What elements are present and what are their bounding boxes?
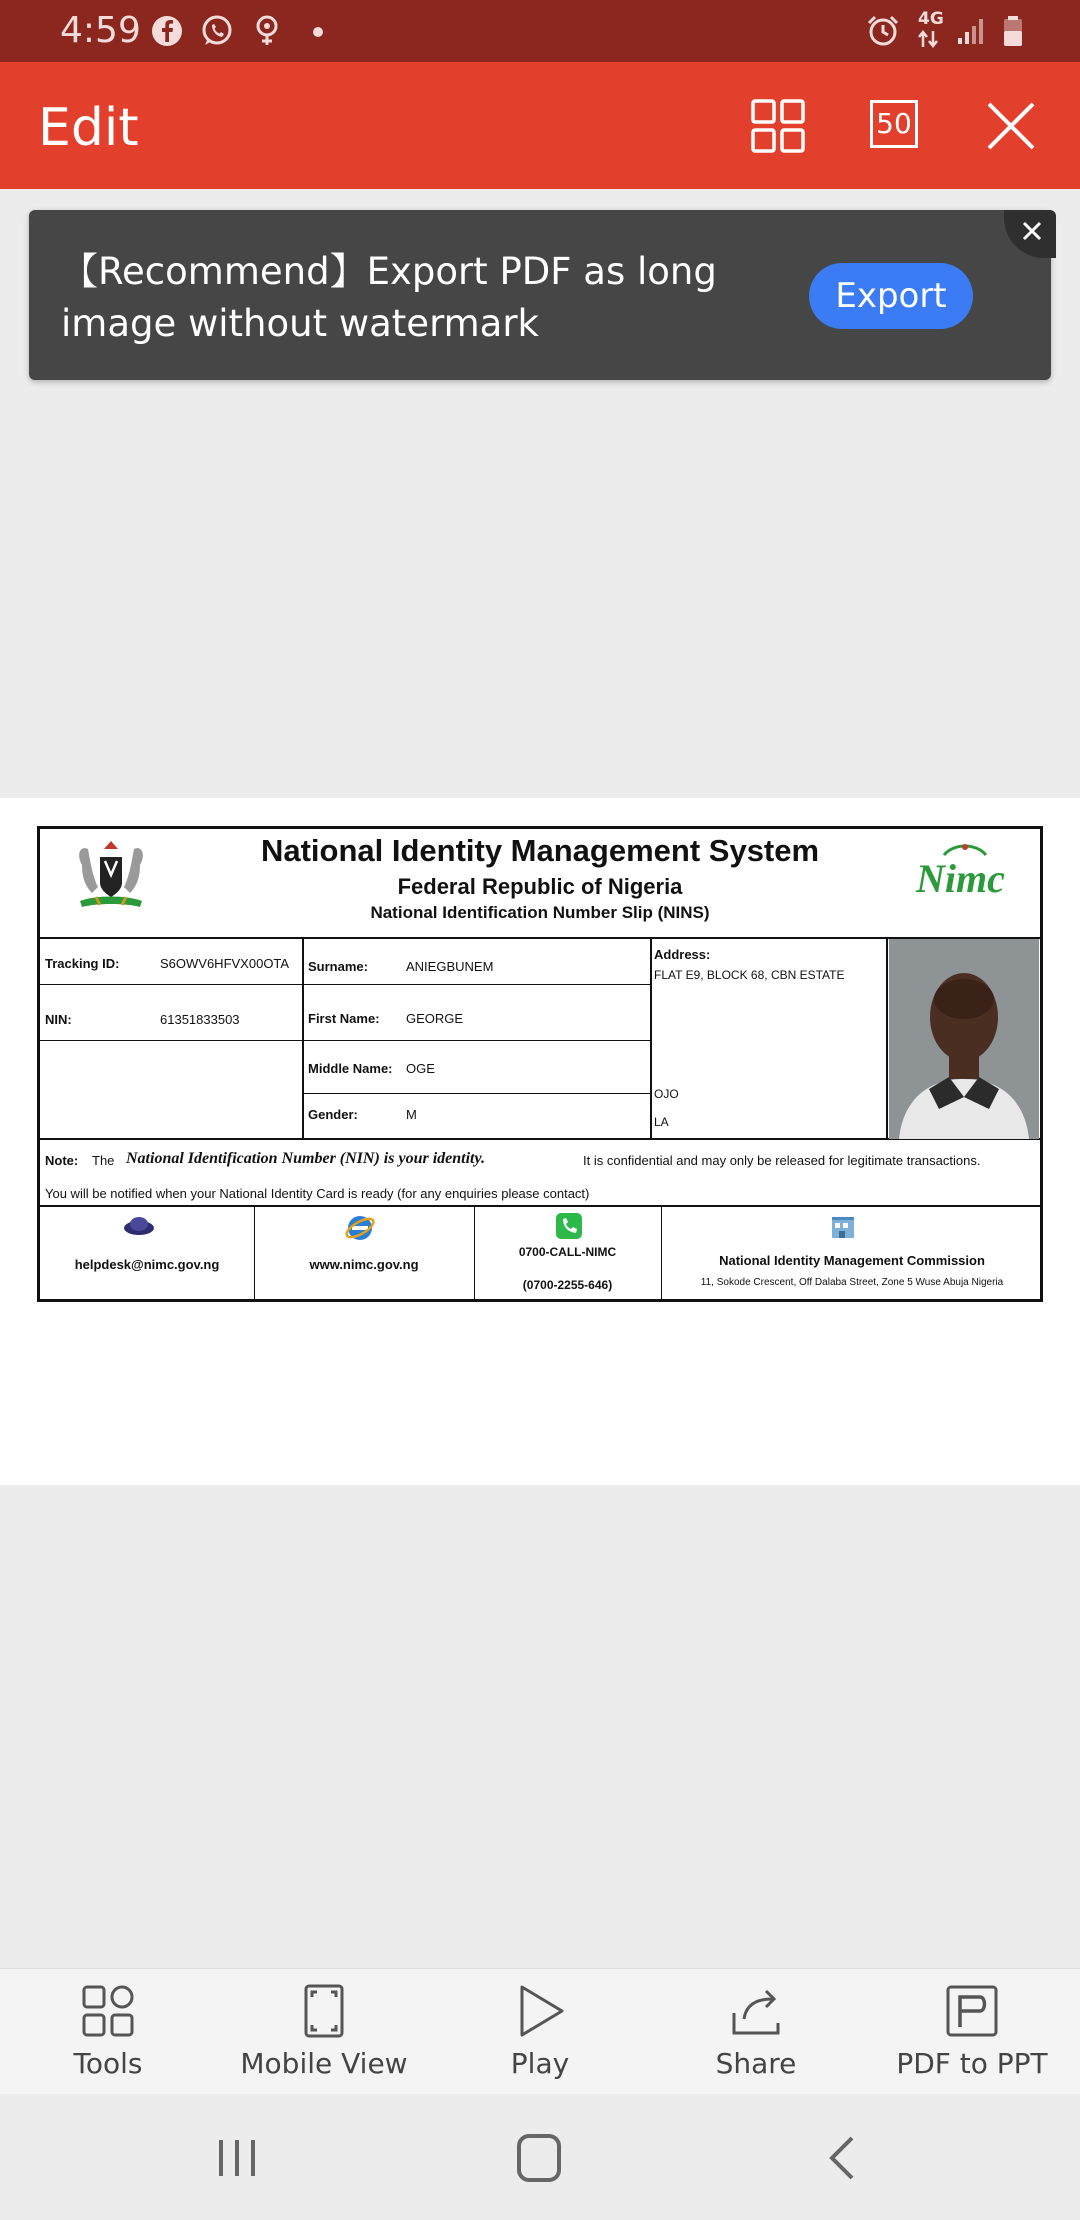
- network-type-label: 4G: [918, 9, 944, 29]
- share-button[interactable]: [648, 1983, 864, 2093]
- battery-icon: [996, 14, 1030, 48]
- divider: [886, 937, 888, 1138]
- bottom-toolbar: [0, 1968, 1080, 2094]
- export-button[interactable]: Export: [809, 263, 973, 329]
- slip-doc-title: National Identification Number Slip (NINS): [370, 903, 710, 922]
- address-line: FLAT E9, BLOCK 68, CBN ESTATE: [654, 968, 845, 982]
- tools-button[interactable]: [0, 1983, 216, 2093]
- internet-explorer-icon: [344, 1212, 376, 1244]
- helpdesk-icon: [122, 1214, 156, 1236]
- footer-address: 11, Sokode Crescent, Off Dalaba Street, Zone 5 Wuse Abuja Nigeria: [700, 1277, 1004, 1288]
- nin-label: NIN:: [45, 1012, 72, 1027]
- tracking-id-value: S6OWV6HFVX00OTA: [160, 956, 290, 971]
- data-arrows-icon: [918, 30, 940, 48]
- note-rest: It is confidential and may only be released for legitimate transactions.: [583, 1153, 981, 1168]
- address-label: Address:: [654, 947, 711, 962]
- banner-close-button[interactable]: [1004, 210, 1056, 258]
- note-emphasis: National Identification Number (NIN) is your identity.: [126, 1150, 485, 1167]
- divider: [302, 1093, 652, 1094]
- back-button[interactable]: [812, 2130, 872, 2186]
- nimc-logo: [910, 841, 1020, 911]
- recent-apps-button[interactable]: [207, 2130, 267, 2186]
- address-state: LA: [654, 1115, 669, 1129]
- note-label: Note:: [45, 1153, 79, 1168]
- footer-phone-digits: (0700-2255-646): [522, 1278, 613, 1292]
- banner-message: 【Recommend】Export PDF as long image without watermark: [61, 250, 717, 345]
- footer-website: www.nimc.gov.ng: [309, 1257, 419, 1272]
- nin-value: 61351833503: [160, 1012, 240, 1027]
- gender-value: M: [406, 1107, 417, 1122]
- page-title: Edit: [38, 98, 139, 158]
- export-banner: [29, 210, 1051, 380]
- play-button[interactable]: [432, 1983, 648, 2093]
- tracking-id-label: Tracking ID:: [45, 956, 120, 971]
- share-label: Share: [715, 2047, 797, 2080]
- pdf-to-ppt-button[interactable]: [864, 1983, 1080, 2093]
- tools-icon: [80, 1983, 136, 2039]
- status-bar: [0, 0, 1080, 62]
- mobile-view-icon: [296, 1983, 352, 2039]
- divider: [254, 1205, 255, 1299]
- portrait-image: [889, 939, 1039, 1139]
- footer-phone: 0700-CALL-NIMC: [518, 1245, 617, 1259]
- more-notifications-dot: [313, 27, 323, 37]
- play-label: Play: [510, 2047, 570, 2080]
- surname-value: ANIEGBUNEM: [406, 959, 494, 974]
- divider: [302, 937, 304, 1138]
- share-icon: [728, 1983, 784, 2039]
- holder-photo: [889, 939, 1039, 1139]
- divider: [40, 1205, 1040, 1207]
- close-icon: [1022, 221, 1042, 241]
- nimc-logo-text: Nimc: [916, 856, 1005, 901]
- system-nav-bar: [0, 2094, 1080, 2220]
- notification-icon: [250, 14, 284, 48]
- pdf-to-ppt-label: PDF to PPT: [896, 2047, 1048, 2080]
- phone-icon: [555, 1212, 583, 1240]
- play-icon: [512, 1983, 568, 2039]
- middle-name-value: OGE: [406, 1061, 435, 1076]
- tools-label: Tools: [73, 2047, 143, 2080]
- grid-view-button[interactable]: [750, 98, 806, 154]
- facebook-icon: [150, 14, 184, 48]
- note-the: The: [92, 1153, 115, 1168]
- footer-email: helpdesk@nimc.gov.ng: [74, 1257, 220, 1272]
- first-name-value: GEORGE: [406, 1011, 464, 1026]
- pdf-page[interactable]: [0, 798, 1080, 1485]
- divider: [650, 937, 652, 1138]
- first-name-label: First Name:: [308, 1011, 380, 1026]
- divider: [40, 984, 652, 985]
- close-button[interactable]: [983, 98, 1039, 154]
- whatsapp-icon: [200, 14, 234, 48]
- mobile-view-button[interactable]: [216, 1983, 432, 2093]
- address-lga: OJO: [654, 1087, 679, 1101]
- middle-name-label: Middle Name:: [308, 1061, 393, 1076]
- note-line2: You will be notified when your National Identity Card is ready (for any enquiries please contact): [45, 1186, 590, 1201]
- page-count-button[interactable]: 50: [870, 100, 918, 148]
- slip-title: National Identity Management System: [260, 833, 820, 868]
- footer-organization: National Identity Management Commission: [719, 1253, 985, 1268]
- mobile-view-label: Mobile View: [240, 2047, 408, 2080]
- signal-icon: [956, 14, 990, 48]
- divider: [40, 1040, 652, 1041]
- nin-slip: [37, 826, 1043, 1302]
- office-building-icon: [830, 1215, 856, 1239]
- alarm-icon: [866, 14, 900, 48]
- app-bar: [0, 62, 1080, 189]
- gender-label: Gender:: [308, 1107, 358, 1122]
- slip-subtitle: Federal Republic of Nigeria: [397, 874, 683, 899]
- pdf-to-ppt-icon: [944, 1983, 1000, 2039]
- surname-label: Surname:: [308, 959, 368, 974]
- status-time: 4:59: [60, 10, 141, 51]
- home-button[interactable]: [509, 2130, 569, 2186]
